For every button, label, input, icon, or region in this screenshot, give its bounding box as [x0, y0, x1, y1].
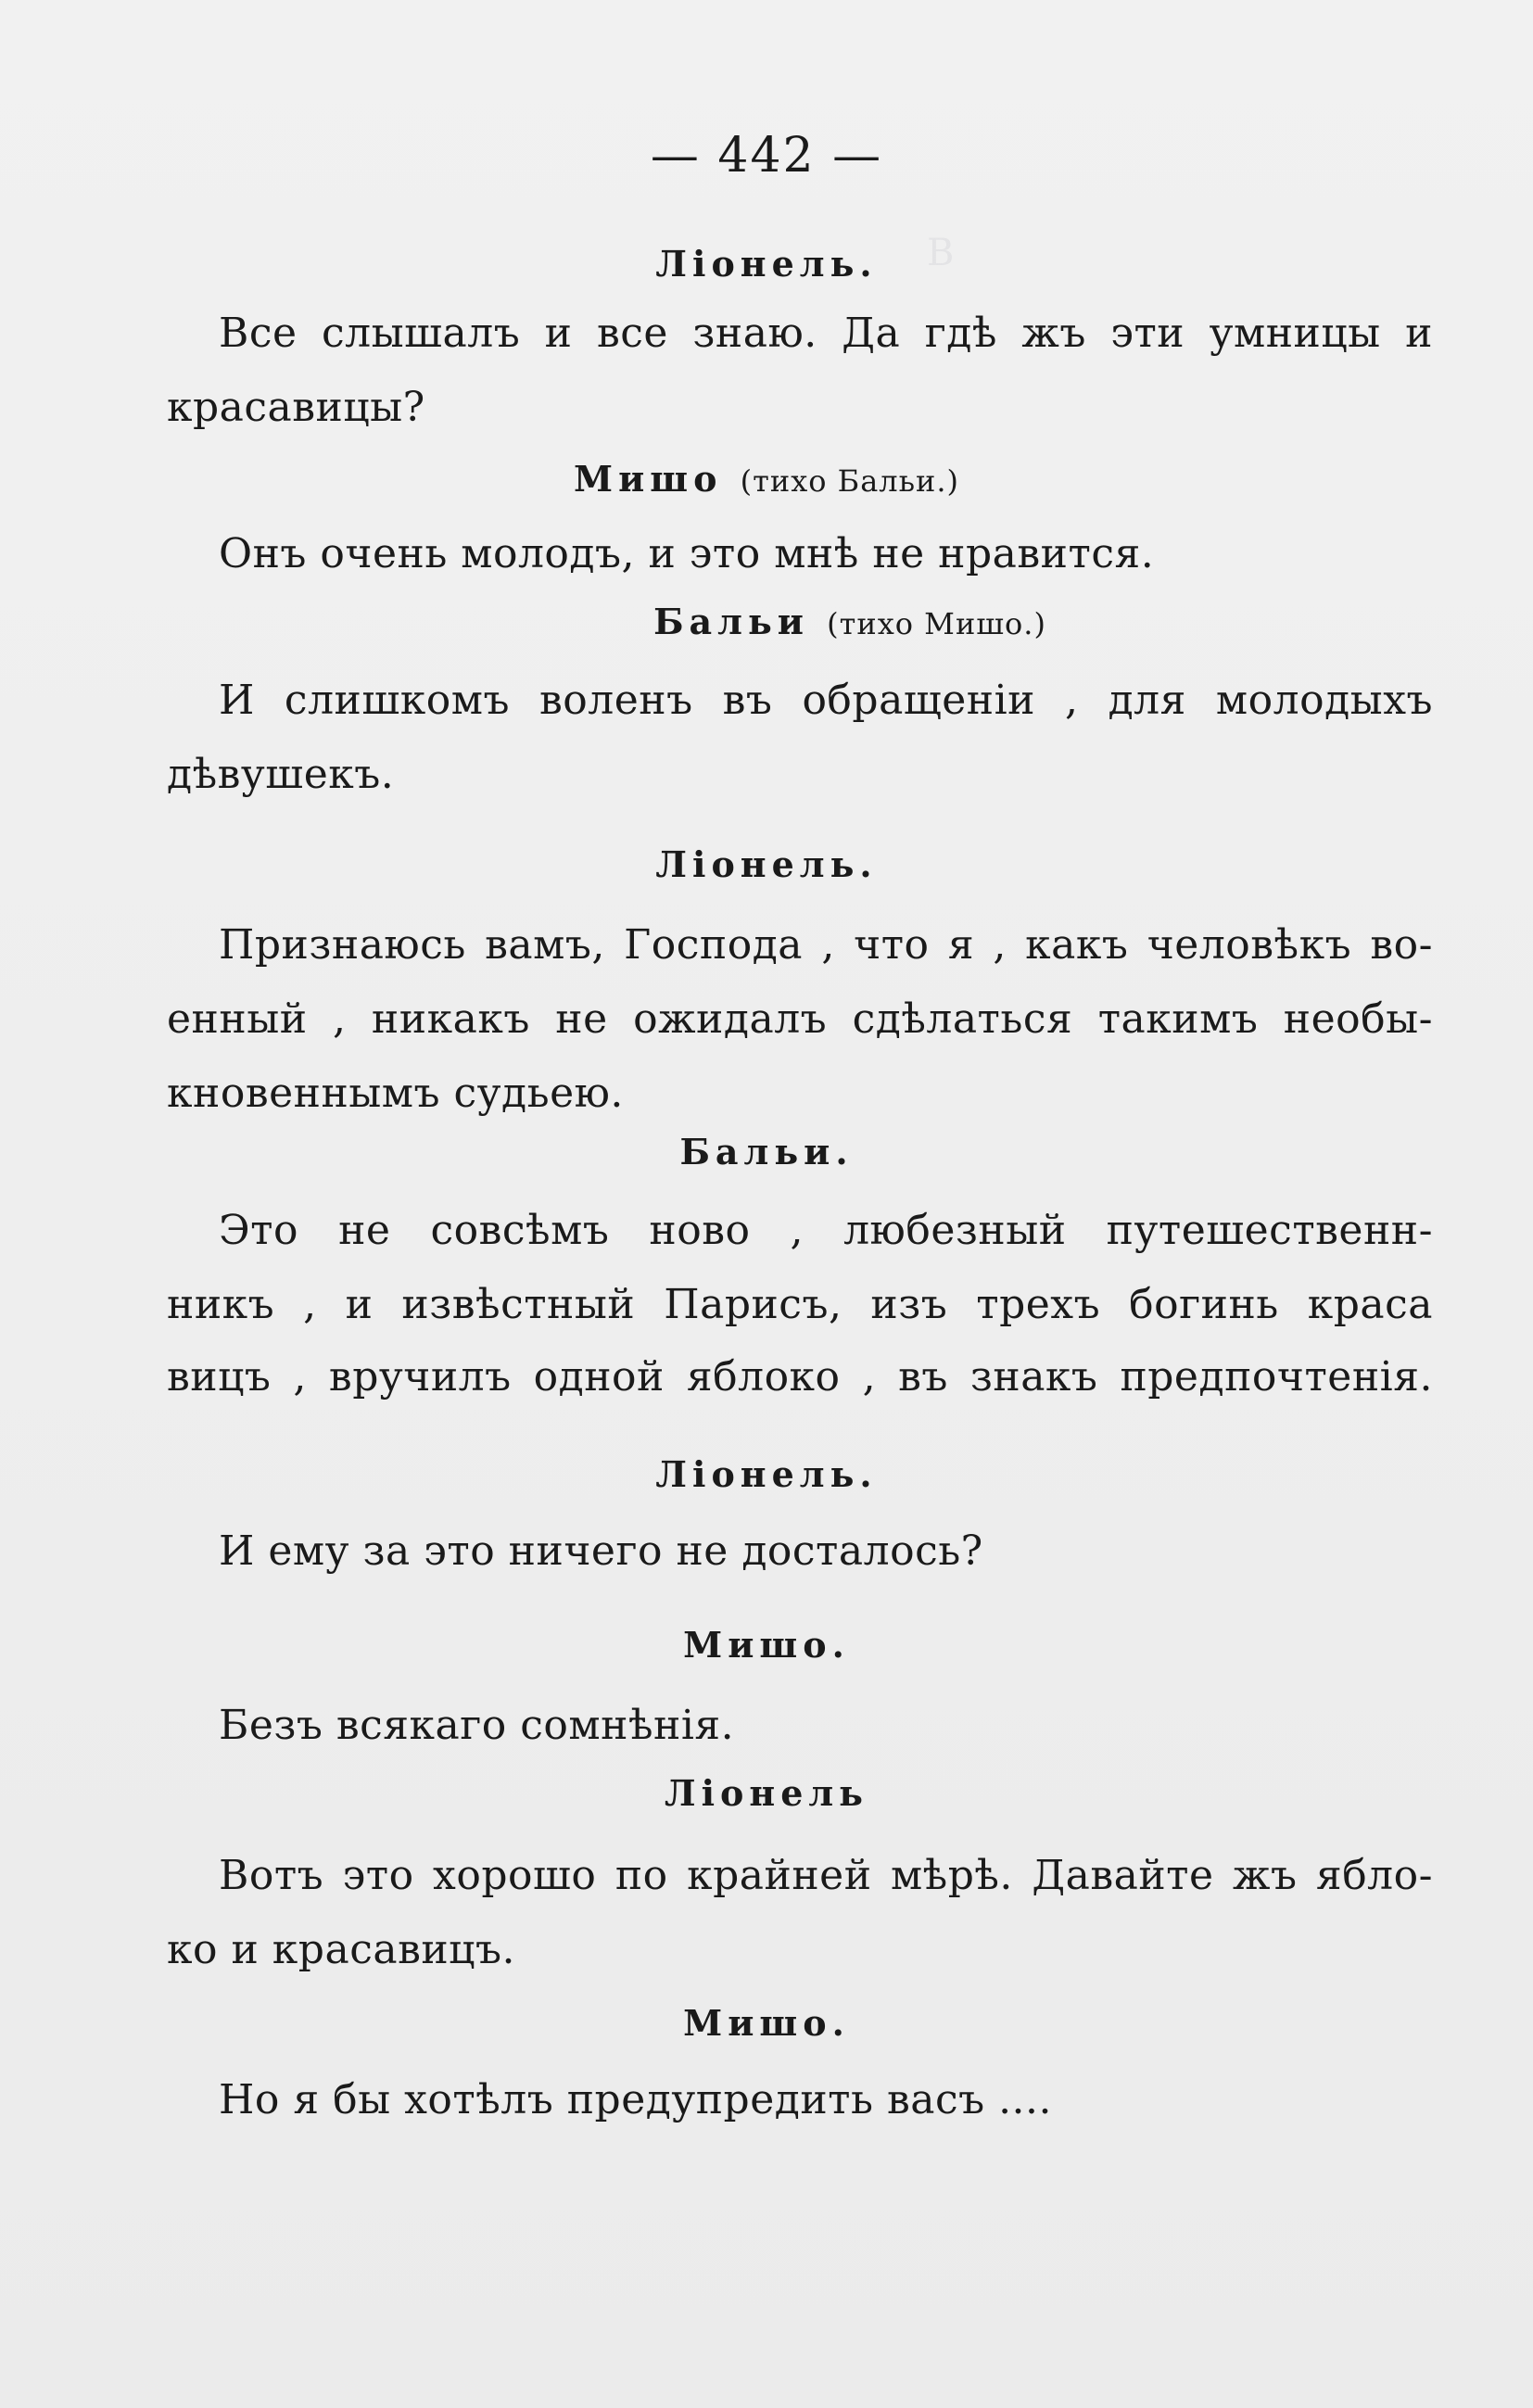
text-line: вицъ , вручилъ одной яблоко , въ знакъ предпочтенія. [167, 1353, 1433, 1400]
text-line: Но я бы хотѣлъ предупредить васъ .... [219, 2076, 1053, 2123]
text-line: Онъ очень молодъ, и это мнѣ не нравится. [219, 530, 1155, 577]
speaker-heading [0, 2002, 1533, 2044]
speaker-name: Мишо. [683, 2002, 850, 2044]
text-line: И ему за это ничего не досталось? [219, 1527, 983, 1575]
text-line: Признаюсь вамъ, Господа , что я , какъ человѣкъ во- [219, 921, 1433, 969]
speaker-heading [0, 243, 1533, 285]
speaker-heading [0, 458, 1533, 500]
text-line: Все слышалъ и все знаю. Да гдѣ жъ эти умницы и [219, 310, 1433, 357]
speaker-name: Бальи. [679, 1131, 854, 1172]
speaker-name: Ліонель. [655, 1453, 878, 1495]
page-number: — 442 — [650, 128, 883, 184]
speaker-heading [0, 1624, 1533, 1666]
speaker-heading [0, 1131, 1533, 1172]
speaker-name: Ліонель. [655, 243, 878, 285]
speaker-heading [0, 843, 1533, 885]
bleed-through-text: В [927, 232, 955, 274]
stage-direction: (тихо Мишо.) [827, 606, 1046, 641]
text-line: Безъ всякаго сомнѣнія. [219, 1702, 735, 1749]
text-line: енный , никакъ не ожидалъ сдѣлаться такимъ необы- [167, 995, 1433, 1043]
text-line: красавицы? [167, 384, 425, 431]
speaker-heading [0, 601, 1533, 642]
text-line: Вотъ это хорошо по крайней мѣрѣ. Давайте жъ ябло- [219, 1852, 1433, 1899]
text-line: никъ , и извѣстный Парисъ, изъ трехъ богинь краса [167, 1281, 1433, 1328]
speaker-heading [0, 1772, 1533, 1814]
speaker-name: Мишо [574, 458, 723, 500]
text-line: И слишкомъ воленъ въ обращеніи , для молодыхъ [219, 677, 1433, 724]
speaker-name: Бальи [653, 601, 809, 642]
text-line: дѣвушекъ. [167, 751, 395, 798]
speaker-name: Ліонель [665, 1772, 868, 1814]
speaker-name: Мишо. [683, 1624, 850, 1666]
text-line: кновеннымъ судьею. [167, 1070, 624, 1117]
text-line: ко и красавицъ. [167, 1926, 515, 1973]
text-line: Это не совсѣмъ ново , любезный путешественн- [219, 1207, 1433, 1254]
speaker-heading [0, 1453, 1533, 1495]
speaker-name: Ліонель. [655, 843, 878, 885]
stage-direction: (тихо Бальи.) [740, 463, 959, 499]
